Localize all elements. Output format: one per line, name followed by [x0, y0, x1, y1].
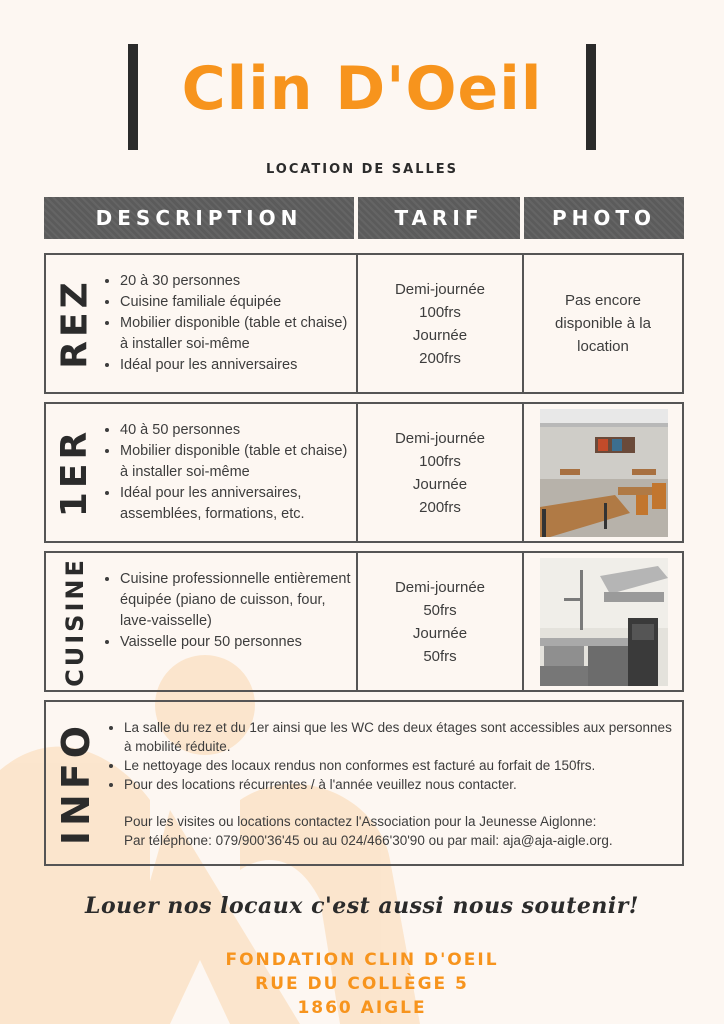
info-content	[106, 702, 682, 864]
list-item: • Cuisine professionnelle entièrement équipée (piano de cuisson, four, lave-vaisselle)	[120, 569, 356, 632]
tarif-price: 100frs	[419, 452, 461, 470]
list-item: • 40 à 50 personnes	[120, 420, 356, 441]
list-item: • Idéal pour les anniversaires	[120, 355, 356, 376]
list-item: • Vaisselle pour 50 personnes	[120, 632, 356, 653]
contact-info	[106, 812, 682, 850]
room-photo	[540, 409, 668, 537]
tarif-price: 200frs	[419, 498, 461, 516]
description-cell-1er	[102, 404, 356, 541]
row-label-cuisine: CUISINE	[61, 556, 90, 687]
table-row-cuisine	[44, 551, 684, 692]
list-item: • Cuisine familiale équipée	[120, 292, 356, 313]
photo-cell-rez	[522, 255, 682, 392]
tarif-label: Demi-journée	[394, 578, 486, 596]
tarif-label: Journée	[412, 624, 468, 642]
page-title: Clin D'Oeil	[181, 54, 543, 124]
slogan: Louer nos locaux c'est aussi nous soutenir!	[85, 893, 639, 919]
page-subtitle: LOCATION DE SALLES	[265, 162, 459, 177]
tarif-cell-cuisine	[356, 553, 522, 690]
tarif-price: 200frs	[419, 349, 461, 367]
footer-line: FONDATION CLIN D'OEIL	[225, 950, 499, 970]
list-item: • Pour des locations récurrentes / à l'année veuillez nous contacter.	[124, 775, 682, 794]
tarif-label: Journée	[412, 326, 468, 344]
column-header-tarif: TARIF	[358, 197, 520, 239]
footer-line: RUE DU COLLÈGE 5	[255, 974, 469, 994]
info-box	[44, 700, 684, 866]
list-item: • 20 à 30 personnes	[120, 271, 356, 292]
tarif-label: Demi-journée	[394, 280, 486, 298]
list-item: • Le nettoyage des locaux rendus non conformes est facturé au forfait de 150frs.	[124, 756, 682, 775]
header	[0, 40, 724, 150]
column-header-photo: PHOTO	[524, 197, 684, 239]
row-label-1er: 1ER	[54, 427, 96, 518]
list-item: • La salle du rez et du 1er ainsi que les WC des deux étages sont accessibles aux personnes à mobilité réduite.	[124, 718, 682, 756]
list-item: • Idéal pour les anniversaires, assemblées, formations, etc.	[120, 483, 356, 525]
photo-cell-1er	[522, 404, 682, 541]
title-bar-right	[586, 44, 596, 150]
photo-cell-cuisine	[522, 553, 682, 690]
tarif-cell-rez	[356, 255, 522, 392]
row-label-info: INFO	[54, 720, 99, 846]
tarif-price: 100frs	[419, 303, 461, 321]
column-header-description: DESCRIPTION	[44, 197, 354, 239]
title-bar-left	[128, 44, 138, 150]
tarif-cell-1er	[356, 404, 522, 541]
tarif-label: Demi-journée	[394, 429, 486, 447]
description-cell-rez	[102, 255, 356, 392]
list-item: • Mobilier disponible (table et chaise) à installer soi-même	[120, 441, 356, 483]
contact-line: Par téléphone: 079/900'36'45 ou au 024/466'30'90 ou par mail: aja@aja-aigle.org.	[124, 833, 613, 848]
tarif-label: Journée	[412, 475, 468, 493]
kitchen-photo	[540, 558, 668, 686]
contact-line: Pour les visites ou locations contactez l'Association pour la Jeunesse Aiglonne:	[124, 814, 597, 829]
table-row-1er	[44, 402, 684, 543]
tarif-price: 50frs	[423, 601, 457, 619]
footer-line: 1860 AIGLE	[297, 998, 427, 1018]
table-row-rez	[44, 253, 684, 394]
footer-address	[0, 948, 724, 1020]
list-item: • Mobilier disponible (table et chaise) à installer soi-même	[120, 313, 356, 355]
tarif-price: 50frs	[423, 647, 457, 665]
photo-unavailable-text: Pas encore disponible à la location	[555, 292, 651, 355]
row-label-rez: REZ	[54, 278, 96, 369]
description-cell-cuisine	[102, 553, 356, 690]
